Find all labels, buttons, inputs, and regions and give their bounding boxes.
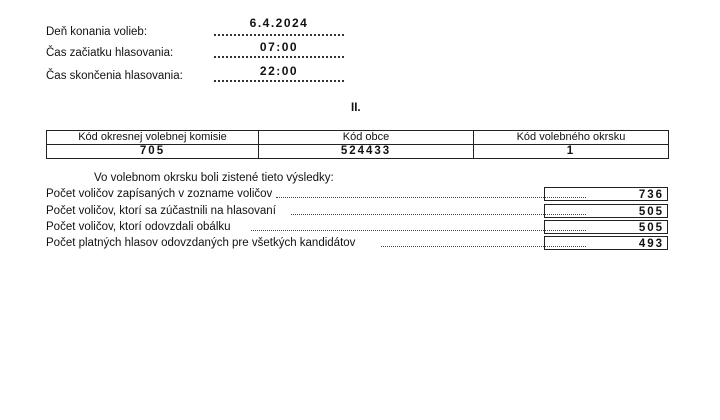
result-row-envelopes-submitted: [46, 220, 668, 235]
result-label: Počet voličov, ktorí sa zúčastnili na hlasovaní: [46, 205, 276, 217]
municipality-code-header: Kód obce: [259, 131, 474, 145]
voting-end-value: 22:00: [259, 64, 299, 78]
voting-start-dotted-line: [214, 56, 344, 58]
codes-table: [46, 130, 669, 159]
election-date-dotted-line: [214, 34, 344, 36]
section-heading: II.: [351, 102, 361, 114]
precinct-code-header: Kód volebného okrsku: [474, 131, 669, 145]
dotted-leader: [291, 214, 586, 215]
codes-table-value-row: [47, 145, 669, 159]
result-row-registered-voters: [46, 187, 668, 202]
voting-end-dotted-line: [214, 80, 344, 82]
result-value-box: 505: [544, 204, 668, 218]
election-date-value: 6.4.2024: [249, 16, 309, 30]
district-commission-code-header: Kód okresnej volebnej komisie: [47, 131, 259, 145]
result-value-box: 736: [544, 187, 668, 201]
voting-start-label: Čas začiatku hlasovania:: [46, 47, 174, 59]
district-commission-code-value: 705: [47, 145, 259, 159]
result-value-box: 505: [544, 220, 668, 234]
voting-start-value: 07:00: [259, 40, 299, 54]
result-row-participating-voters: [46, 204, 668, 219]
dotted-leader: [251, 230, 586, 231]
precinct-code-value: 1: [474, 145, 669, 159]
result-label: Počet voličov, ktorí odovzdali obálku: [46, 221, 231, 233]
voting-end-label: Čas skončenia hlasovania:: [46, 70, 183, 82]
codes-table-header-row: [47, 131, 669, 145]
dotted-leader: [276, 197, 586, 198]
municipality-code-value: 524433: [259, 145, 474, 159]
result-label: Počet voličov zapísaných v zozname voličov: [46, 188, 273, 200]
results-intro: Vo volebnom okrsku boli zistené tieto výsledky:: [94, 172, 334, 184]
result-value-box: 493: [544, 236, 668, 250]
election-date-label: Deň konania volieb:: [46, 26, 148, 38]
result-row-valid-votes: [46, 236, 668, 251]
result-label: Počet platných hlasov odovzdaných pre všetkých kandidátov: [46, 237, 356, 249]
